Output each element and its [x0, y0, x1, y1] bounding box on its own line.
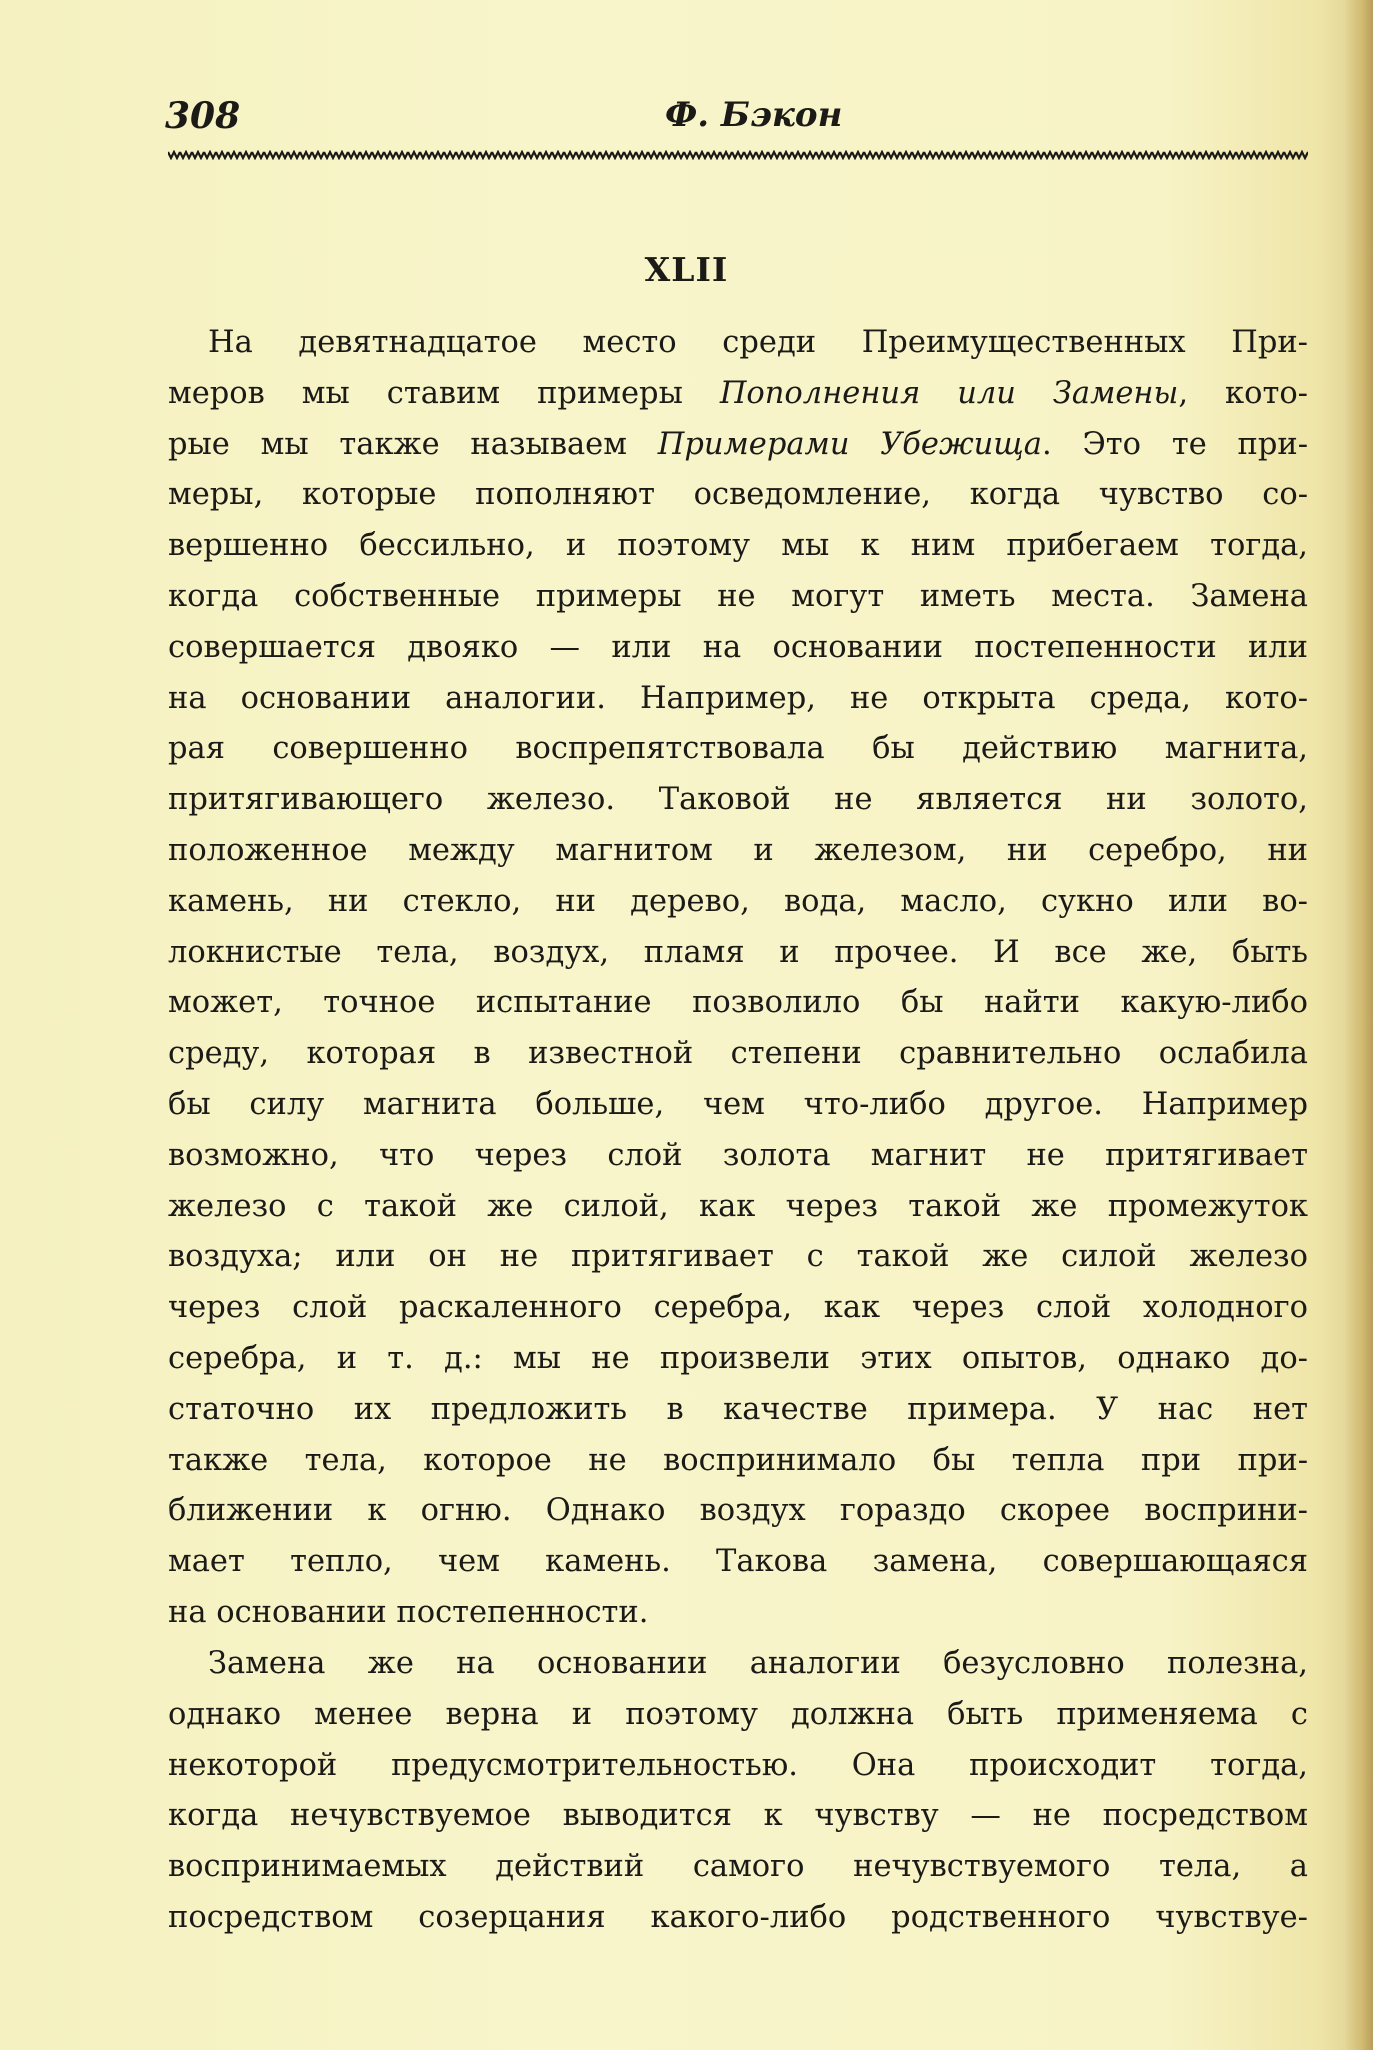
- text-line: среду, которая в известной степени сравнительно ослабила: [168, 1036, 1308, 1072]
- text-line: когда нечувствуемое выводится к чувству — не посредством: [168, 1798, 1308, 1834]
- text-line: посредством созерцания какого-либо родственного чувствуе-: [168, 1899, 1308, 1935]
- text-line: На девятнадцатое место среди Преимущественных При-: [208, 325, 1308, 360]
- page-number: 308: [165, 95, 241, 137]
- text-line: Замена же на основании аналогии безусловно полезна,: [208, 1646, 1308, 1681]
- running-title: Ф. Бэкон: [665, 95, 843, 135]
- text-line: меры, которые пополняют осведомление, когда чувство со-: [168, 477, 1308, 513]
- text-line: вершенно бессильно, и поэтому мы к ним прибегаем тогда,: [168, 528, 1308, 564]
- text-line: когда собственные примеры не могут иметь места. Замена: [168, 578, 1308, 614]
- text-line: железо с такой же силой, как через такой же промежуток: [168, 1188, 1308, 1224]
- text-line: локнистые тела, воздух, пламя и прочее. И все же, быть: [168, 934, 1308, 970]
- text-line: на основании постепенности.: [168, 1594, 649, 1630]
- text-line: может, точное испытание позволило бы найти какую-либо: [168, 985, 1308, 1021]
- text-line: рая совершенно воспрепятствовала бы действию магнита,: [168, 731, 1308, 767]
- text-line: также тела, которое не воспринимало бы тепла при при-: [168, 1442, 1308, 1478]
- text-line: некоторой предусмотрительностью. Она происходит тогда,: [168, 1747, 1308, 1783]
- text-line: мает тепло, чем камень. Такова замена, совершающаяся: [168, 1544, 1308, 1580]
- text-line: [168, 369, 1308, 420]
- text-segment: . Это те при-: [1042, 426, 1308, 462]
- italic-term: Пополнения или Замены: [719, 375, 1179, 411]
- text-line: однако менее верна и поэтому должна быть применяема с: [168, 1696, 1308, 1732]
- text-line: совершается двояко — или на основании постепенности или: [168, 629, 1308, 665]
- text-line: положенное между магнитом и железом, ни серебро, ни: [168, 832, 1308, 868]
- paragraph-2: [168, 1639, 1308, 1944]
- text-line: ближении к огню. Однако воздух гораздо скорее восприни-: [168, 1493, 1308, 1529]
- page-header: [165, 95, 1305, 145]
- section-number: XLII: [644, 250, 729, 289]
- text-line: бы силу магнита больше, чем что-либо другое. Например: [168, 1086, 1308, 1122]
- text-line: серебра, и т. д.: мы не произвели этих опытов, однако до-: [168, 1340, 1308, 1376]
- text-line: через слой раскаленного серебра, как через слой холодного: [168, 1290, 1308, 1326]
- text-line: камень, ни стекло, ни дерево, вода, масло, сукно или во-: [168, 883, 1308, 919]
- text-segment: , кото-: [1178, 375, 1308, 411]
- text-line: возможно, что через слой золота магнит не притягивает: [168, 1137, 1308, 1173]
- text-line: притягивающего железо. Таковой не является ни золото,: [168, 782, 1308, 818]
- text-line: воздуха; или он не притягивает с такой же силой железо: [168, 1239, 1308, 1275]
- italic-term: Примерами Убежища: [657, 426, 1042, 462]
- text-segment: рые мы также называем: [168, 426, 658, 462]
- decorative-wavy-rule: [168, 150, 1308, 160]
- text-line: статочно их предложить в качестве примера. У нас нет: [168, 1391, 1308, 1427]
- page-edge-stain: [1345, 0, 1373, 2050]
- text-line: на основании аналогии. Например, не открыта среда, кото-: [168, 680, 1308, 716]
- text-line: воспринимаемых действий самого нечувствуемого тела, а: [168, 1849, 1308, 1885]
- paragraph-1: [168, 318, 1308, 1639]
- text-segment: меров мы ставим примеры: [168, 375, 720, 411]
- text-line: [168, 420, 1308, 471]
